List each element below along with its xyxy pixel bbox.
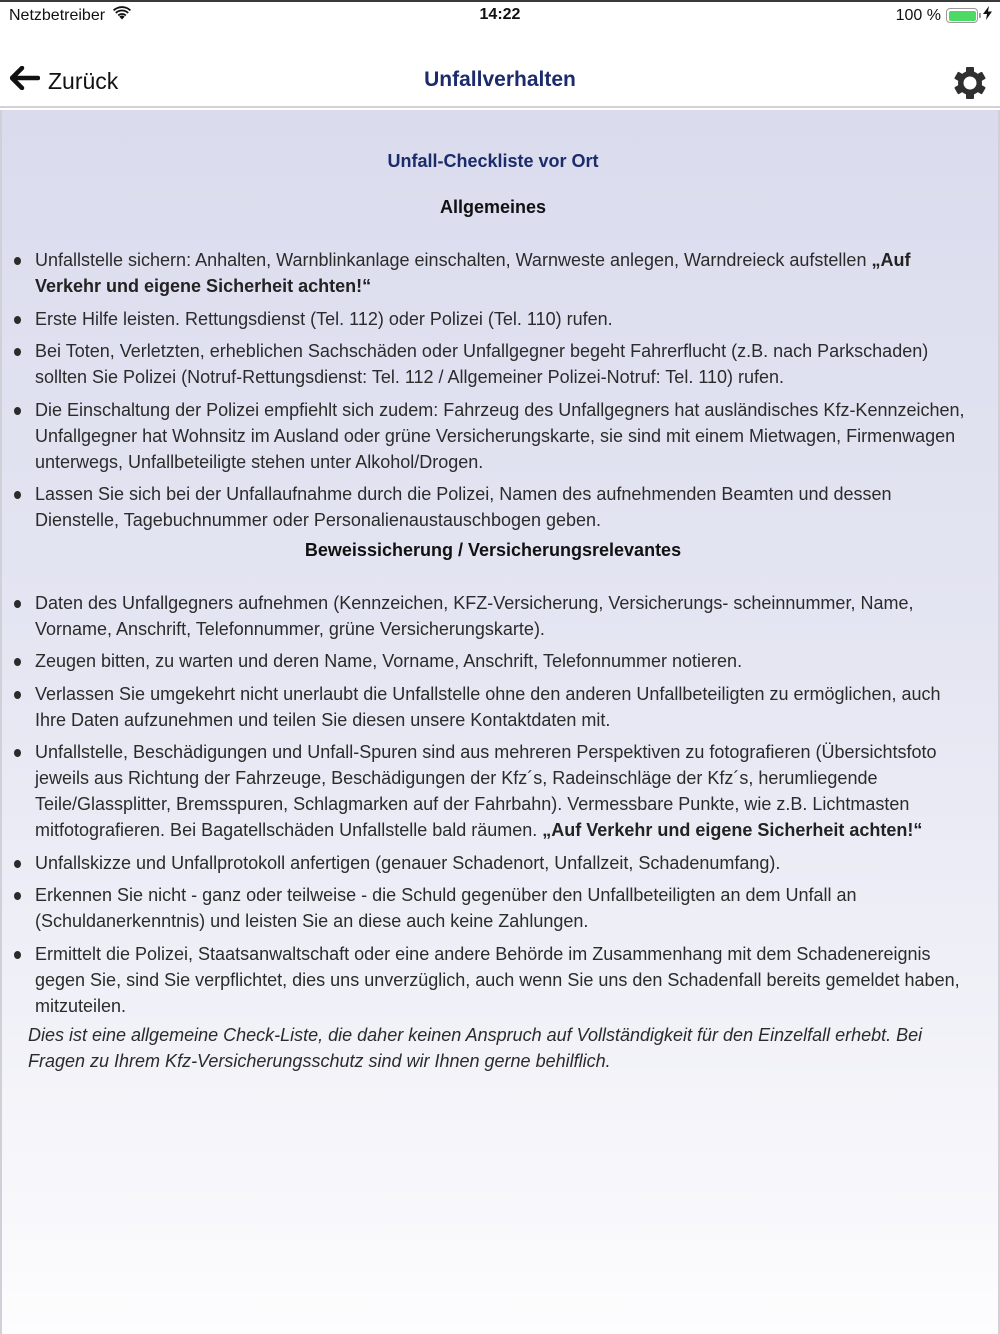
status-bar [0,0,1000,28]
bullet-icon [14,407,21,415]
carrier-name: Netzbetreiber [9,6,106,24]
list-item: Verlassen Sie umgekehrt nicht unerlaubt die Unfallstelle ohne den anderen Unfallbeteiligten zu ermöglichen, auch Ihre Daten aufzunehmen und teilen Sie diesen unsere Kontaktdaten mit. [12,681,974,733]
page-title: Unfallverhalten [424,68,576,91]
bullet-icon [14,860,21,868]
content-scroll-area[interactable] [0,110,1000,1334]
bullet-icon [14,691,21,699]
navigation-bar [0,28,1000,108]
bullet-icon [14,348,21,356]
list-item: Erkennen Sie nicht - ganz oder teilweise - die Schuld gegenüber den Unfallbeteiligten an dem Unfall an (Schuldanerkenntnis) und leisten Sie an diese auch keine Zahlungen. [12,882,974,934]
list-item: Die Einschaltung der Polizei empfiehlt sich zudem: Fahrzeug des Unfallgegners hat ausländisches Kfz-Kennzeichen, Unfallgegner hat Wohnsitz im Ausland oder grüne Versicherungskarte, sie sind mit einem Mietwagen, Firmenwagen unterwegs, Unfallbeteiligte stehen unter Alkohol/Drogen. [12,397,974,475]
bullet-icon [14,749,21,757]
disclaimer-text: Dies ist eine allgemeine Check-Liste, die daher keinen Anspruch auf Vollständigkeit für den Einzelfall erhebt. Bei Fragen zu Ihrem Kfz-Versicherungsschutz sind wir Ihnen gerne behilflich. [28,1025,923,1071]
checklist-beweissicherung [12,590,974,1019]
section-heading-beweissicherung: Beweissicherung / Versicherungsrelevantes [304,539,682,560]
list-item: Lassen Sie sich bei der Unfallaufnahme durch die Polizei, Namen des aufnehmenden Beamten und dessen Dienstelle, Tagebuchnummer oder Personalienaustauschbogen geben. [12,481,974,533]
bullet-icon [14,491,21,499]
list-item: Erste Hilfe leisten. Rettungsdienst (Tel. 112) oder Polizei (Tel. 110) rufen. [12,306,974,332]
bullet-icon [14,951,21,959]
bullet-icon [14,658,21,666]
settings-button[interactable] [952,65,988,101]
bullet-icon [14,892,21,900]
back-label: Zurück [48,67,119,94]
list-item: Unfallstelle, Beschädigungen und Unfall-Spuren sind aus mehreren Perspektiven zu fotografieren (Übersichtsfoto jeweils aus Richtung der Fahrzeuge, Beschädigungen der Kfz´s, Radeinschläge der Kfz´s, herumliegende Teile/Glassplitter, Bremsspuren, Schlagmarken auf der Fahrbahn). Vermessbare Punkte, wie z.B. Lichtmasten mitfotografieren. Bei Bagatellschäden Unfallstelle bald räumen. „Auf Verkehr und eigene Sicherheit achten!“ [12,739,974,843]
list-item: Ermittelt die Polizei, Staatsanwaltschaft oder eine andere Behörde im Zusammenhang mit dem Schadenereignis gegen Sie, sind Sie verpflichtet, dies uns unverzüglich, auch wenn Sie uns den Schadenfall bereits gemeldet haben, mitzuteilen. [12,941,974,1019]
list-item: Daten des Unfallgegners aufnehmen (Kennzeichen, KFZ-Versicherung, Versicherungs- scheinnummer, Name, Vorname, Anschrift, Telefonnummer, grüne Versicherungskarte). [12,590,974,642]
list-item: Bei Toten, Verletzten, erheblichen Sachschäden oder Unfallgegner begeht Fahrerflucht (z.B. nach Parkschaden) sollten Sie Polizei (Notruf-Rettungsdienst: Tel. 112 / Allgemeiner Polizei-Notruf: Tel. 110) rufen. [12,338,974,390]
section-heading-allgemeines: Allgemeines [439,197,547,217]
checklist-allgemeines [12,247,974,533]
battery-percent: 100 % [895,6,941,24]
checklist-title: Unfall-Checkliste vor Ort [387,151,599,171]
list-item: Unfallstelle sichern: Anhalten, Warnblinkanlage einschalten, Warnweste anlegen, Warndreieck aufstellen „Auf Verkehr und eigene Sicherheit achten!“ [12,247,974,299]
bullet-icon [14,600,21,608]
list-item: Zeugen bitten, zu warten und deren Name, Vorname, Anschrift, Telefonnummer notieren. [12,648,974,674]
bullet-icon [14,257,21,265]
list-item: Unfallskizze und Unfallprotokoll anfertigen (genauer Schadenort, Unfallzeit, Schadenumfang). [12,850,974,876]
bullet-icon [14,316,21,324]
battery-group [896,6,992,25]
clock: 14:22 [479,6,521,23]
battery-full-icon [946,8,978,23]
gear-icon [952,88,988,105]
charging-bolt-icon [983,6,992,25]
